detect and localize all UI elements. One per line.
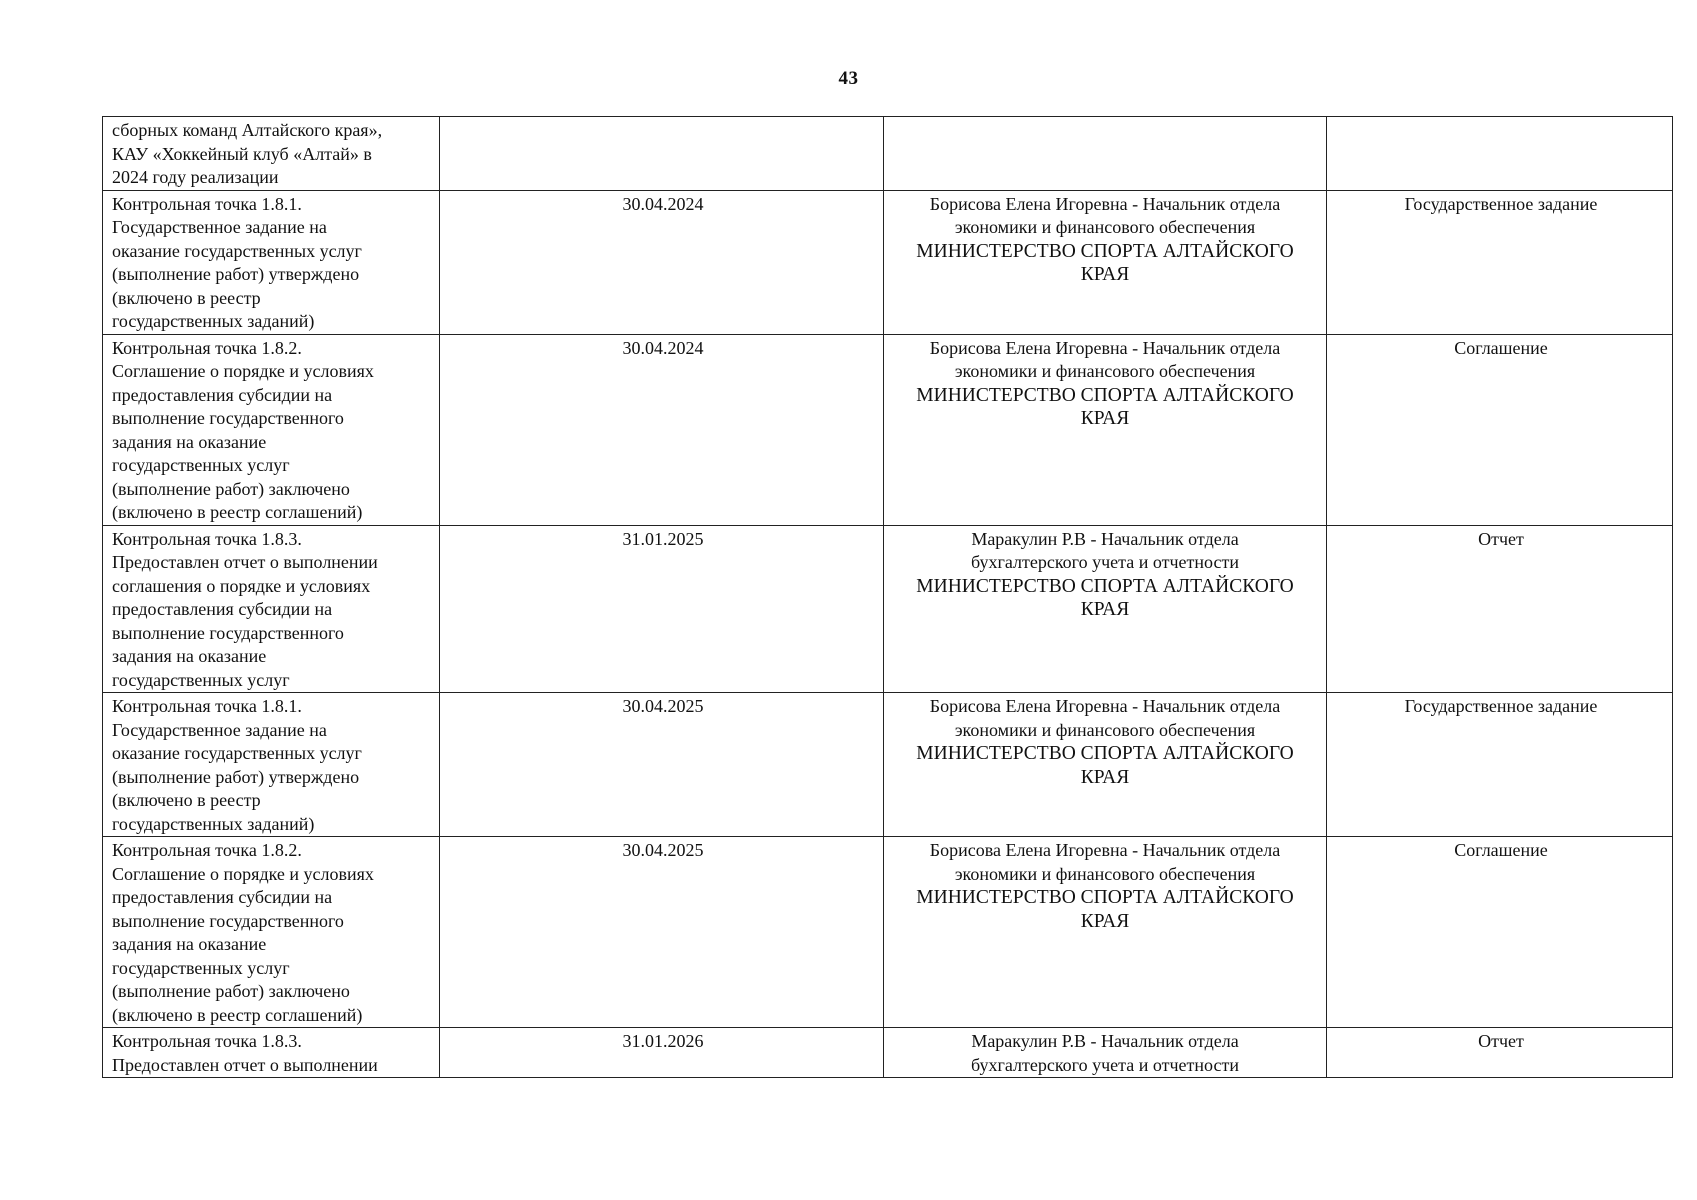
responsible-person-line: Борисова Елена Игоревна - Начальник отдела [929, 337, 1281, 358]
control-point-name-line: Контрольная точка 1.8.3. [112, 528, 302, 549]
document-type-cell [1327, 334, 1673, 525]
control-point-name-cell [103, 837, 440, 1028]
table-row [103, 837, 1673, 1028]
responsible-cell [884, 1028, 1327, 1078]
responsible-cell [884, 190, 1327, 334]
control-point-name-line: Государственное задание на [112, 217, 327, 237]
control-point-name-line: сборных команд Алтайского края», [112, 120, 383, 140]
document-type: Соглашение [1454, 840, 1548, 860]
control-point-name-line: государственных заданий) [112, 311, 315, 331]
control-point-name-line: (выполнение работ) заключено [112, 981, 350, 1001]
table-row [103, 693, 1673, 837]
table-row [103, 117, 1673, 191]
table-row [103, 334, 1673, 525]
control-point-name-cell [103, 525, 440, 693]
responsible-organization: МИНИСТЕРСТВО СПОРТА АЛТАЙСКОГО КРАЯ [916, 575, 1294, 620]
control-point-name-line: государственных услуг [112, 957, 290, 978]
control-point-name-line: оказание государственных услуг [112, 240, 362, 261]
document-type-cell [1327, 693, 1673, 837]
responsible-organization: МИНИСТЕРСТВО СПОРТА АЛТАЙСКОГО КРАЯ [916, 887, 1294, 932]
control-point-name-line: (выполнение работ) утверждено [112, 264, 360, 284]
control-point-name-line: государственных заданий) [112, 813, 315, 834]
due-date: 31.01.2026 [622, 1031, 704, 1051]
control-point-name-cell [103, 334, 440, 525]
control-point-name-line: Контрольная точка 1.8.2. [112, 337, 302, 358]
responsible-cell [884, 117, 1327, 191]
control-point-name-line: Предоставлен отчет о выполнении [112, 1054, 378, 1075]
responsible-cell [884, 837, 1327, 1028]
control-point-name-line: (включено в реестр [112, 790, 261, 810]
control-point-name-line: соглашения о порядке и условиях [112, 575, 371, 596]
control-point-name-cell [103, 190, 440, 334]
control-point-name-line: Контрольная точка 1.8.2. [112, 840, 302, 860]
control-point-name-line: (включено в реестр соглашений) [112, 1004, 363, 1025]
control-point-name-line: предоставления субсидии на [112, 599, 333, 619]
responsible-person-line: бухгалтерского учета и отчетности [971, 1054, 1239, 1075]
responsible-person-line: Борисова Елена Игоревна - Начальник отдела [929, 696, 1281, 716]
responsible-person-line: Маракулин Р.В - Начальник отдела [971, 1031, 1239, 1051]
due-date: 30.04.2025 [622, 696, 704, 716]
control-point-name-line: (включено в реестр [112, 287, 261, 308]
control-point-name-line: Предоставлен отчет о выполнении [112, 552, 378, 572]
document-type-cell [1327, 837, 1673, 1028]
control-point-name-line: (выполнение работ) утверждено [112, 766, 360, 787]
responsible-organization: МИНИСТЕРСТВО СПОРТА АЛТАЙСКОГО КРАЯ [916, 743, 1294, 788]
document-type: Отчет [1478, 1031, 1524, 1051]
table-row [103, 1028, 1673, 1078]
responsible-person-line: Борисова Елена Игоревна - Начальник отдела [929, 193, 1281, 214]
document-type: Государственное задание [1404, 193, 1598, 214]
control-point-name-line: задания на оказание [112, 431, 267, 452]
control-point-name-line: выполнение государственного [112, 910, 344, 931]
due-date: 30.04.2024 [622, 193, 704, 214]
control-point-name-line: Соглашение о порядке и условиях [112, 361, 374, 381]
control-point-name-line: (выполнение работ) заключено [112, 478, 350, 499]
due-date-cell [440, 837, 884, 1028]
responsible-person-line: экономики и финансового обеспечения [954, 217, 1256, 237]
control-point-name-line: государственных услуг [112, 455, 290, 475]
control-point-name-line: задания на оказание [112, 646, 267, 666]
responsible-cell [884, 525, 1327, 693]
control-point-name-line: оказание государственных услуг [112, 743, 362, 763]
control-point-name-line: государственных услуг [112, 669, 290, 690]
control-point-name-line: выполнение государственного [112, 622, 344, 643]
due-date-cell [440, 693, 884, 837]
document-type-cell [1327, 117, 1673, 191]
table-row [103, 525, 1673, 693]
document-type: Соглашение [1454, 337, 1548, 358]
responsible-organization: МИНИСТЕРСТВО СПОРТА АЛТАЙСКОГО КРАЯ [916, 240, 1294, 285]
due-date: 30.04.2024 [622, 337, 704, 358]
document-type: Государственное задание [1404, 696, 1598, 716]
due-date-cell [440, 334, 884, 525]
page-number: 43 [838, 68, 859, 89]
responsible-cell [884, 693, 1327, 837]
table-row [103, 190, 1673, 334]
table-body [103, 117, 1673, 1078]
due-date-cell [440, 190, 884, 334]
control-point-name-line: задания на оказание [112, 934, 267, 954]
control-point-name-line: Государственное задание на [112, 719, 327, 740]
control-point-name-line: 2024 году реализации [112, 167, 279, 187]
responsible-person-line: Маракулин Р.В - Начальник отдела [971, 528, 1239, 549]
control-point-name-line: Контрольная точка 1.8.1. [112, 193, 302, 214]
responsible-organization: МИНИСТЕРСТВО СПОРТА АЛТАЙСКОГО КРАЯ [916, 384, 1294, 429]
control-point-name-line: предоставления субсидии на [112, 887, 333, 907]
control-point-name-line: Контрольная точка 1.8.3. [112, 1031, 302, 1051]
control-point-name-line: Контрольная точка 1.8.1. [112, 696, 302, 716]
control-point-name-cell [103, 1028, 440, 1078]
document-type: Отчет [1478, 528, 1524, 549]
responsible-person-line: бухгалтерского учета и отчетности [971, 552, 1239, 572]
responsible-cell [884, 334, 1327, 525]
due-date-cell [440, 525, 884, 693]
control-point-name-line: выполнение государственного [112, 408, 344, 428]
document-type-cell [1327, 525, 1673, 693]
control-point-name-line: Соглашение о порядке и условиях [112, 863, 374, 884]
due-date-cell [440, 1028, 884, 1078]
document-type-cell [1327, 190, 1673, 334]
due-date: 31.01.2025 [622, 528, 704, 549]
control-points-table [102, 116, 1673, 1078]
control-point-name-cell [103, 693, 440, 837]
due-date: 30.04.2025 [622, 840, 704, 860]
control-point-name-line: (включено в реестр соглашений) [112, 502, 363, 522]
control-point-name-line: предоставления субсидии на [112, 384, 333, 405]
document-type-cell [1327, 1028, 1673, 1078]
responsible-person-line: Борисова Елена Игоревна - Начальник отдела [929, 840, 1281, 860]
responsible-person-line: экономики и финансового обеспечения [954, 863, 1256, 884]
control-point-name-line: КАУ «Хоккейный клуб «Алтай» в [112, 143, 372, 164]
responsible-person-line: экономики и финансового обеспечения [954, 719, 1256, 740]
responsible-person-line: экономики и финансового обеспечения [954, 361, 1256, 381]
due-date-cell [440, 117, 884, 191]
control-point-name-cell [103, 117, 440, 191]
